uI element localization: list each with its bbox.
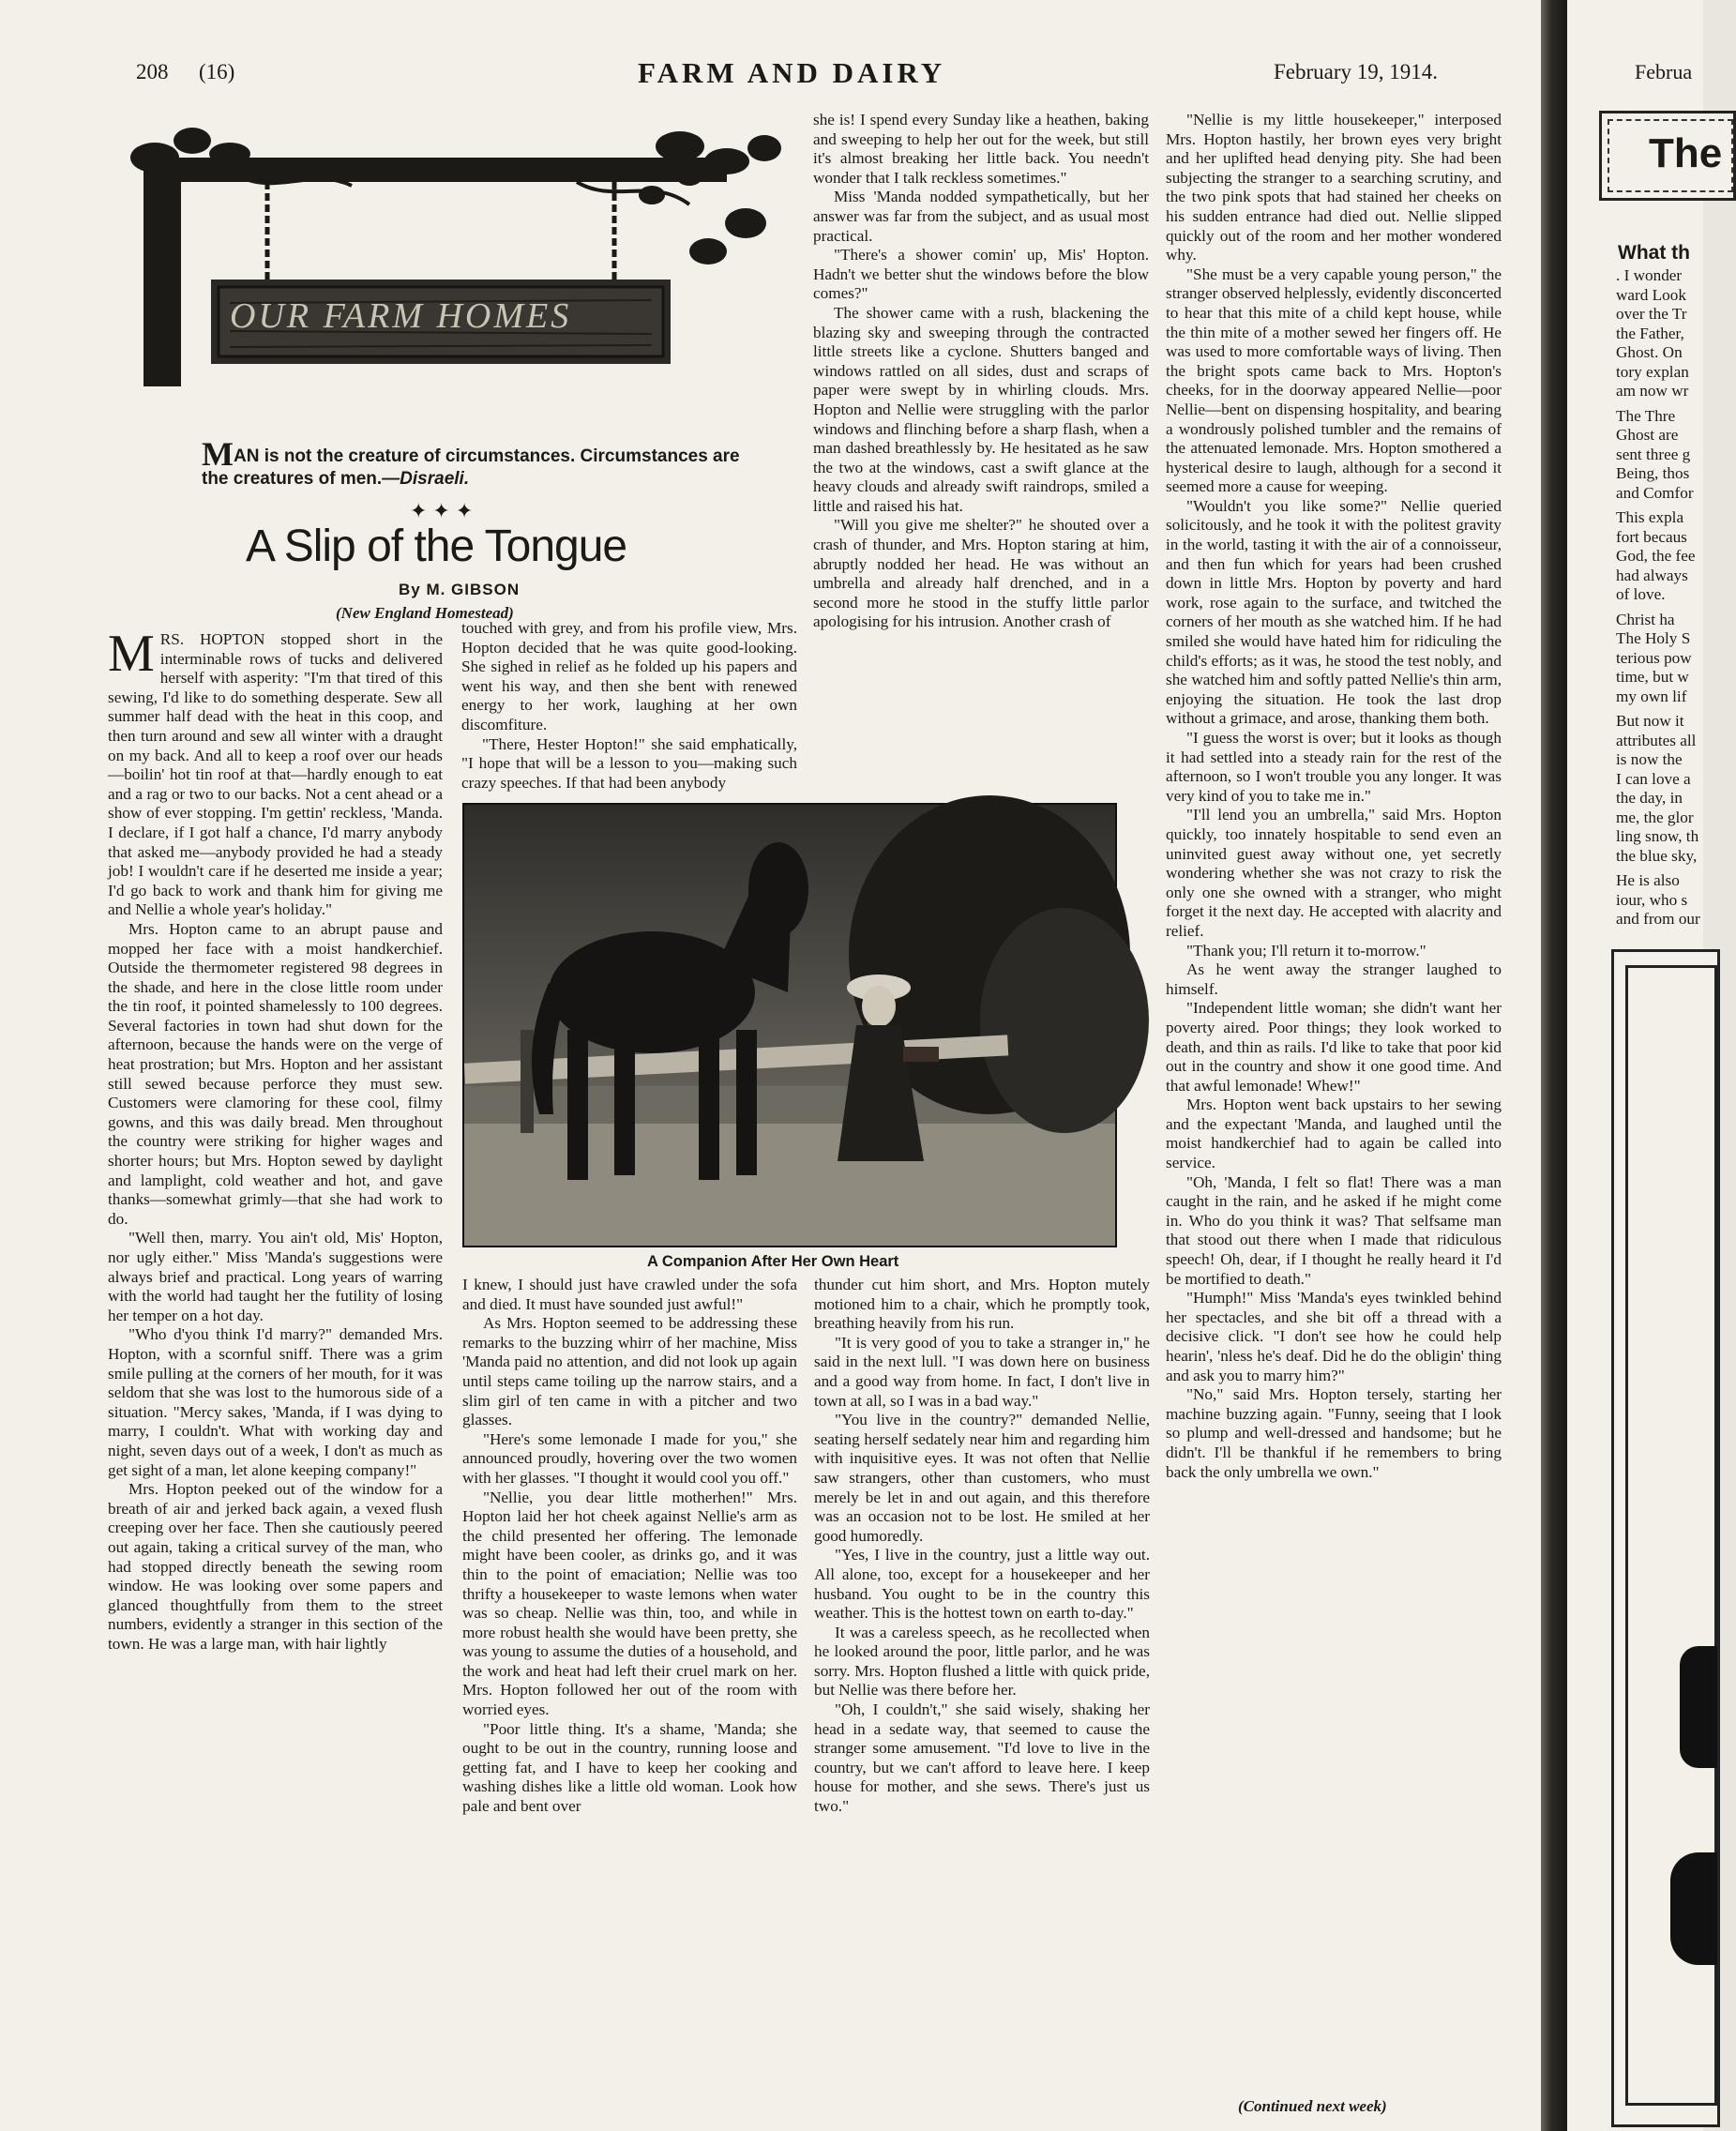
advertisement-graphic [1680, 1646, 1717, 1768]
paragraph: "Nellie, you dear little motherhen!" Mrs. Hopton laid her hot cheek against Nellie's arm as the child presented her offering. The lemonade might have been cooler, as drinks go, and it was thin to the point of emaciation; Nellie was too thrifty a housekeeper to waste lemons when water was so cheap. Nellie was thin, too, and while in more robust health she would have been pretty, she was young to assume the duties of a household, and the work and heat had left their cruel mark on her. Mrs. Hopton followed her out of the room with worried eyes. [462, 1488, 797, 1719]
adjacent-text-line: . I wonder [1616, 266, 1683, 284]
paragraph: "Thank you; I'll return it to-morrow." [1186, 941, 1427, 960]
quote-text: AN is not the creature of circumstances. Circumstances are the creatures of men. [202, 446, 740, 489]
paragraph: "Oh, I couldn't," she said wisely, shaking her head in a sedate way, that seemed to cause the stranger some amusement. "I'd love to live in the country, but we can't afford to leave here. I keep house for mother, and she sews. There's just us two." [814, 1700, 1150, 1816]
paragraph: "No," said Mrs. Hopton tersely, starting her machine buzzing again. "Funny, seeing that I look so plump and well-dressed and handsome; but he didn't. I'll be thankful if he remembers to bring back the only umbrella we own." [1166, 1385, 1502, 1481]
paragraph: "You live in the country?" demanded Nellie, seating herself sedately near him and regarding him with inquisitive eyes. It was not often that Nellie saw strangers, other than customers, who must merely be let in and out again, and this therefore was an occasion not to be lost. He smiled at her good humoredly. [814, 1411, 1150, 1545]
banner-sign-text: OUR FARM HOMES [230, 296, 572, 336]
article-column-1 [108, 625, 443, 1654]
paragraph: "Here's some lemonade I made for you," she announced proudly, hovering over the two women with her glasses. "I thought it would cool you off." [462, 1429, 797, 1487]
adjacent-text-line: Ghost. On [1616, 343, 1683, 361]
paragraph: "Poor little thing. It's a shame, 'Manda; she ought to be out in the country, running loose and getting fat, and I have to keep her cooking and washing dishes like a little old woman. Look how pale and bent over [462, 1719, 797, 1816]
quote-attribution: —Disraeli. [382, 469, 470, 489]
paragraph: "Independent little woman; she didn't want her poverty aired. Poor things; they look worked to death, and thin as rails. I'd like to take that poor kid out in the country and show it one good time. And that awful lemonade! Whew!" [1166, 999, 1502, 1095]
continued-note: (Continued next week) [1238, 2097, 1387, 2115]
adjacent-text-line: me, the glor [1616, 808, 1694, 826]
adjacent-text-line: of love. [1616, 585, 1666, 603]
paragraph: "There, Hester Hopton!" she said emphatically, "I hope that will be a lesson to you—making such crazy speeches. If that had been anybody [461, 734, 797, 792]
paragraph: Mrs. Hopton went back upstairs to her sewing and the expectant 'Manda, and laughed until the moist handkerchief had to again be called into service. [1166, 1096, 1502, 1172]
adjacent-title-box [1599, 111, 1736, 201]
adjacent-text-line: my own lif [1616, 687, 1687, 705]
paragraph: I knew, I should just have crawled under the sofa and died. It must have sounded just awful!" [462, 1276, 797, 1313]
photo-caption: A Companion After Her Own Heart [647, 1253, 899, 1270]
adjacent-text-line: Being, thos [1616, 464, 1690, 482]
adjacent-text-line: the day, in [1616, 789, 1683, 807]
adjacent-text-line: and Comfor [1616, 483, 1694, 502]
drop-cap: M [108, 625, 155, 683]
adjacent-text-line: Ghost are [1616, 426, 1679, 444]
adjacent-text-line: ling snow, th [1616, 827, 1699, 845]
article-source: (New England Homestead) [336, 604, 514, 622]
adjacent-text-line: terious pow [1616, 648, 1692, 667]
article-column-2-bottom [462, 1276, 797, 1817]
adjacent-text-line: He is also [1616, 871, 1680, 889]
paragraph: "Yes, I live in the country, just a little way out. All alone, too, except for a housekeeper and her husband. You ought to be in the country this weather. This is the hottest town on earth to-day." [814, 1546, 1150, 1623]
article-title: A Slip of the Tongue [246, 521, 627, 571]
adjacent-title: The [1649, 130, 1723, 176]
paragraph: It was a careless speech, as he recollected when he looked around the poor, little parlor, and he was sorry. Mrs. Hopton flushed a little with quick pride, but Nellie was there before her. [814, 1623, 1150, 1700]
page-gutter [1541, 0, 1567, 2131]
adjacent-text-line: Christ ha [1616, 610, 1675, 628]
paragraph: The shower came with a rush, blackening the blazing sky and sweeping through the contracted little streets like a cyclone. Shutters banged and windows rattled on all sides, dust and scraps of paper were swept by in whirling clouds. Mrs. Hopton and Nellie were struggling with the parlor windows and flinching before a sharp flash, when a man dashed breathlessly by. He hesitated as he saw the two at the windows, cast a swift glance at the heavy clouds and already swift raindrops, smiled a little and raised his hat. [813, 303, 1149, 515]
adjacent-text-line: the Father, [1616, 324, 1684, 342]
paragraph: MRS. HOPTON stopped short in the interminable rows of tucks and delivered herself with asperity: "I'm that tired of this sewing, I'd like to do something desperate. Sew all summer half dead with the heat in this coop, and then turn around and sew all winter with a draught on my back. And all to keep a roof over our heads—boilin' hot tin roof at that—hardly enough to eat and a rag or two to our backs. Not a cent ahead or a show of ever stopping. I'm gettin' reckless, 'Manda. I declare, if I got half a chance, I'd marry anybody that asked me—anybody provided he had a steady job! I wouldn't care if he deserted me inside a year; I'd go back to work and thank him for giving me and Nellie a whole year's holiday." [108, 625, 443, 919]
paragraph: "Who d'you think I'd marry?" demanded Mrs. Hopton, with a scornful sniff. There was a grim smile pulling at the corners of her mouth, for it was seldom that she was lost to the humorous side of a situation. "Mercy sakes, 'Manda, if I was dying to marry, I couldn't. What with working day and night, seven days out of a week, I don't as much as get sight of a man, let alone keeping company!" [108, 1325, 443, 1479]
adjacent-text-line: had always [1616, 566, 1688, 584]
page-number: 208 [136, 60, 169, 83]
paragraph: "Will you give me shelter?" he shouted over a crash of thunder, and Mrs. Hopton staring at him, abruptly nodded her head. He was without an umbrella and already half drenched, and in a second more he stood in the stuffy little parlor apologising for his intrusion. Another crash of [813, 516, 1149, 631]
page-header [0, 54, 1541, 92]
adjacent-text-line: am now wr [1616, 382, 1689, 400]
paragraph: "There's a shower comin' up, Mis' Hopton. Hadn't we better shut the windows before the blow comes?" [813, 246, 1149, 303]
adjacent-text-line: is now the [1616, 750, 1683, 768]
adjacent-text-line: fort becaus [1616, 527, 1687, 546]
our-farm-homes-banner [127, 120, 783, 411]
adjacent-text-line: the blue sky, [1616, 846, 1698, 865]
publication-title: FARM AND DAIRY [638, 56, 946, 89]
article-byline: By M. GIBSON [399, 581, 521, 598]
photo-pony-and-girl [462, 803, 1117, 1247]
paragraph: "I'll lend you an umbrella," said Mrs. Hopton quickly, too innately hospitable to send even an uninvited guest away without one, yet secretly wondering whether she was not crazy to risk the only one she owned with a stranger, who might forget it the next day. He accepted with alacrity and relief. [1166, 806, 1502, 940]
adjacent-text-line: tory explan [1616, 362, 1689, 381]
adjacent-text-line: The Holy S [1616, 629, 1691, 647]
paragraph: "Nellie is my little housekeeper," interposed Mrs. Hopton hastily, her brown eyes very bright and her uplifted head denying pity. She had been subjecting the stranger to a searching scrutiny, and the two pink spots that had stained her cheeks on his sudden entrance had died out. Nellie slipped quickly out of the room and her mother wondered why. [1166, 111, 1502, 264]
paragraph: "I guess the worst is over; but it looks as though it had settled into a steady rain for the rest of the afternoon, so I won't trouble you any longer. It was very kind of you to take me in." [1166, 729, 1502, 805]
adjacent-text-line: sent three g [1616, 445, 1691, 463]
paragraph: "Oh, 'Manda, I felt so flat! There was a man caught in the rain, and he asked if he might come in. Who do you think it was? That selfsame man that stood out there when I made that ridiculous speech! Oh, dear, if I thought he really heard it I'd be mortified to death." [1166, 1172, 1502, 1288]
article-column-2-top [461, 619, 797, 793]
paragraph: "It is very good of you to take a stranger in," he said in the next lull. "I was down here on business and a good way from home. In fact, I don't live in town at all, so I was in a bad way." [814, 1333, 1150, 1410]
issue-date: February 19, 1914. [1274, 60, 1439, 83]
paragraph: Mrs. Hopton came to an abrupt pause and mopped her face with a moist handkerchief. Outside the thermometer registered 98 degrees in the shade, and here in the close little room under the tin roof, it pointed shamelessly to 100 degrees. Several factories in town had shut down for the afternoon, because the hands were on the verge of heat prostration; but Mrs. Hopton and her assistant still sewed because perforce they must sew. Customers were clamoring for these cool, filmy gowns, and this was daily bread. Men throughout the country were striking for higher wages and shorter hours; but Mrs. Hopton sewed by daylight and lamplight, cold weather and hot, and gave thanks—somewhat grimly—that she had work to do. [108, 919, 443, 1228]
paragraph: As he went away the stranger laughed to himself. [1166, 960, 1502, 998]
paragraph: "Wouldn't you like some?" Nellie queried solicitously, and he took it with the politest gravity in the world, tasting it with the air of a connoisseur, and then fun which for years had been crushed down in little Mrs. Hopton by poverty and hard work, rose again to the surface, and twitched the corners of her mouth as she watched him. If he had smiled she would have hated him for ridiculing the child's efforts; as it was, he stood the test nobly, and she watched him and softly patted Nellie's thin arm, enjoying the situation. He took the last drop without a grimace, and arose, thanking them both. [1166, 496, 1502, 728]
paragraph: "Humph!" Miss 'Manda's eyes twinkled behind her spectacles, and she bit off a thread with a decisive click. "I don't see how he could help hearin', 'nless he's deaf. Did he do the obligin' thing and ask you to marry him?" [1166, 1289, 1502, 1384]
adjacent-text-column [1616, 266, 1728, 929]
paragraph: touched with grey, and from his profile view, Mrs. Hopton decided that he was quite good-looking. She sighed in relief as he folded up his papers and went his way, and then she bent with renewed energy to her work, laughing at her own discomfiture. [461, 619, 797, 733]
paragraph: "Well then, marry. You ain't old, Mis' Hopton, nor ugly either." Miss 'Manda's suggestions were always brief and practical. Long years of warring with the world had taught her the futility of losing her temper on a hot day. [108, 1229, 443, 1324]
paragraph: Mrs. Hopton peeked out of the window for a breath of air and jerked back again, a vexed flush creeping over her face. Then she cautiously peered out again, taking a critical survey of the man, who had stopped directly beneath the sewing room window. He was looking over some papers and glanced thoughtfully from them to the street numbers, evidently a stranger in this section of the town. He was a large man, with hair lightly [108, 1480, 443, 1653]
paragraph: "She must be a very capable young person," the stranger observed helplessly, evidently disconcerted to hear that this mite of a child kept house, while the thin mite of a mother sewed her fingers off. He was used to more comfortable ways of living. Then the bright spots came back to Mrs. Hopton's cheeks, for in the doorway appeared Nellie—poor Nellie—bent on dispensing hospitality, and bearing a wondrously polished tumbler and the remains of the attenuated lemonade. Mrs. Hopton smothered a hysterical desire to laugh, although for a second it seemed more a cause for weeping. [1166, 264, 1502, 496]
photo-illustration [464, 805, 1115, 1246]
section-number: (16) [199, 60, 235, 83]
paragraph: As Mrs. Hopton seemed to be addressing these remarks to the buzzing whirr of her machine, Miss 'Manda paid no attention, and did not look up again until steps came toiling up the narrow stairs, and a slim girl of ten came in with a pitcher and two glasses. [462, 1314, 797, 1429]
adjacent-text-line: iour, who s [1616, 890, 1688, 909]
adjacent-page-header: Februa [1635, 60, 1693, 83]
adjacent-text-line: I can love a [1616, 769, 1691, 788]
article-column-4 [1166, 111, 1502, 1482]
adjacent-text-line: ward Look [1616, 285, 1686, 304]
paragraph: thunder cut him short, and Mrs. Hopton mutely motioned him to a chair, which he promptly took, breathing heavily from his run. [814, 1276, 1150, 1333]
adjacent-subhead: What th [1618, 242, 1690, 264]
section-ornament: ✦✦✦ [410, 499, 479, 522]
adjacent-text-line: The Thre [1616, 406, 1676, 425]
paragraph: Miss 'Manda nodded sympathetically, but her answer was far from the subject, and as usual most practical. [813, 188, 1149, 245]
adjacent-text-line: attributes all [1616, 731, 1697, 749]
adjacent-text-line: and from our [1616, 910, 1700, 928]
paragraph: she is! I spend every Sunday like a heathen, baking and sweeping to help her out for the week, but still it's almost breaking her little back. You needn't wonder that I talk reckless sometimes." [813, 111, 1149, 187]
adjacent-text-line: over the Tr [1616, 305, 1687, 323]
adjacent-text-line: But now it [1616, 712, 1684, 730]
advertisement-graphic [1670, 1852, 1717, 1965]
quote-initial: M [202, 435, 234, 473]
article-column-3-top [813, 111, 1149, 632]
adjacent-advertisement-box [1611, 949, 1720, 2127]
adjacent-text-line: This expla [1616, 508, 1684, 526]
adjacent-text-line: God, the fee [1616, 547, 1696, 565]
adjacent-text-line: time, but w [1616, 668, 1689, 686]
epigraph-quote [202, 435, 764, 491]
article-column-3-bottom [814, 1276, 1150, 1817]
